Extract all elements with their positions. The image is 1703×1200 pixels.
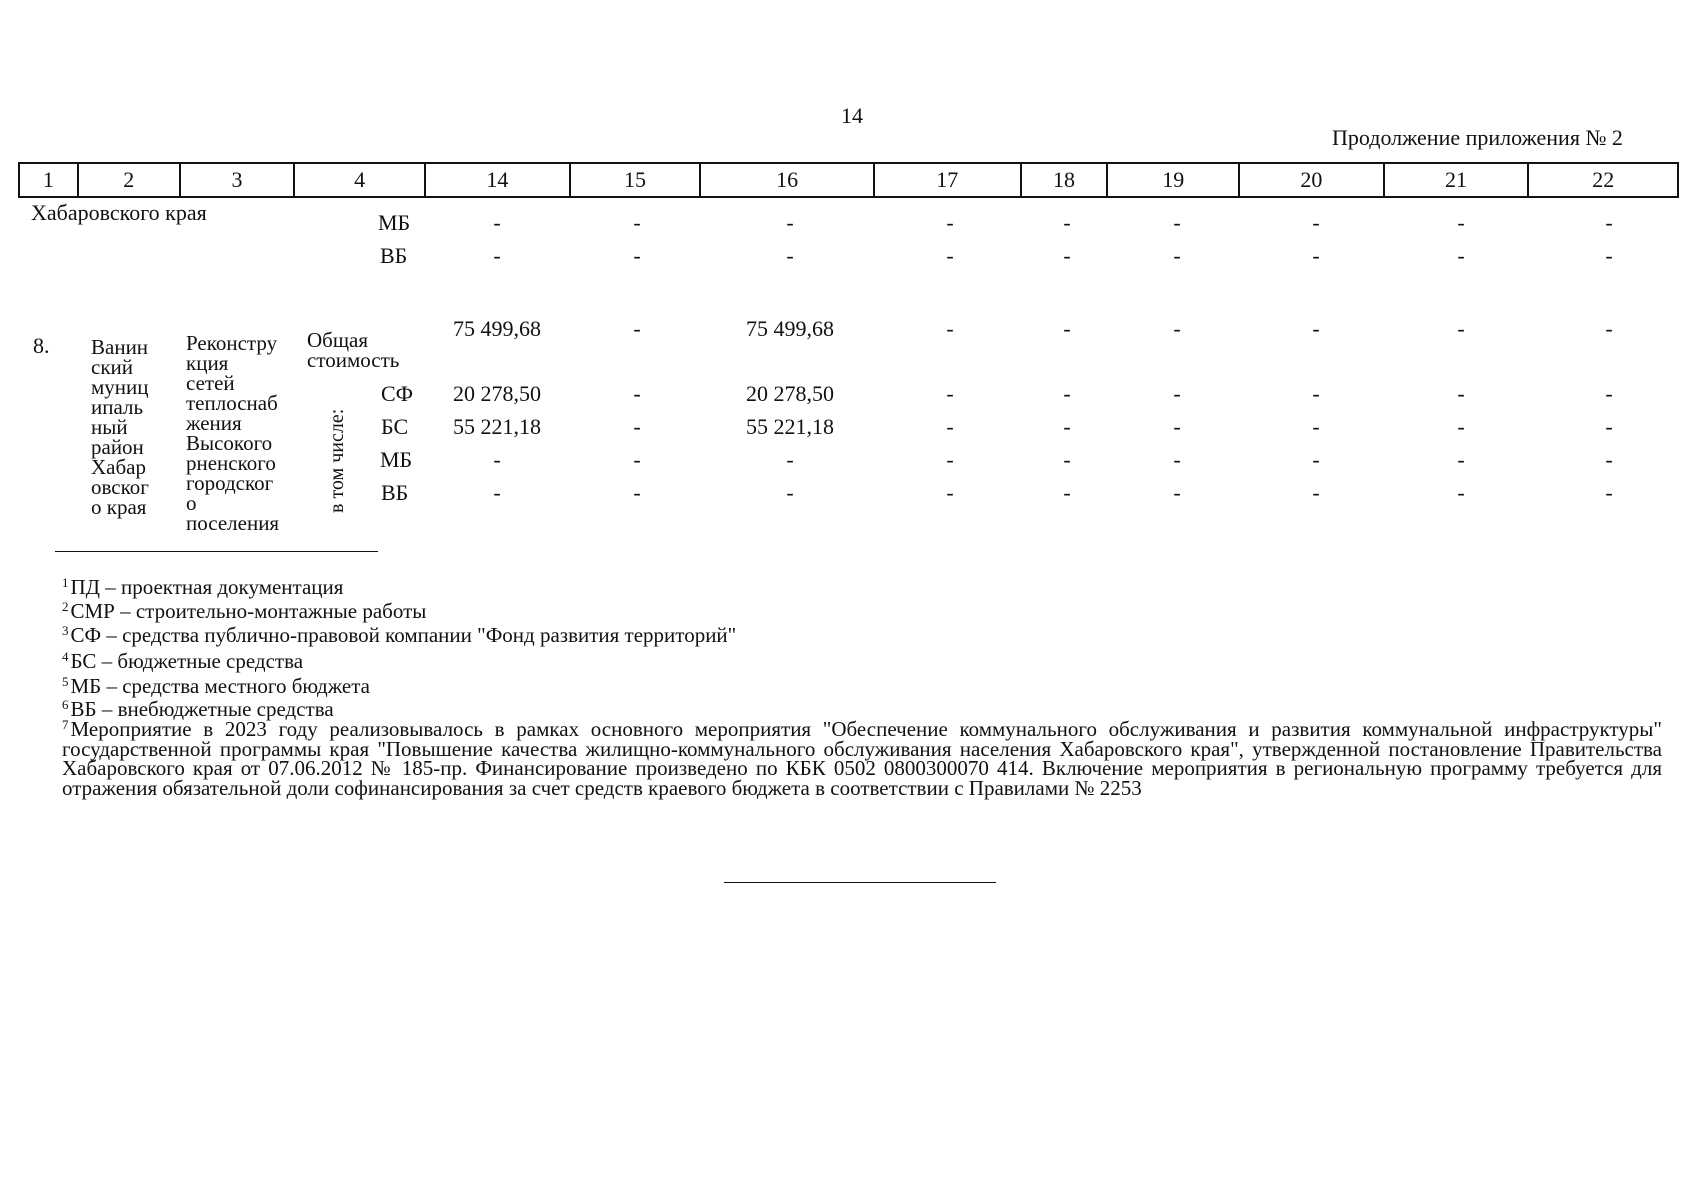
value-cell: - xyxy=(1063,447,1071,472)
footnote xyxy=(62,596,426,622)
value-cell: - xyxy=(1605,381,1613,406)
value-cell: - xyxy=(633,210,641,235)
value-cell: - xyxy=(633,243,641,268)
row-number: 8. xyxy=(33,333,50,358)
value-cell: - xyxy=(1457,316,1465,341)
value-cell: - xyxy=(1457,447,1465,472)
source-label: ВБ xyxy=(381,480,409,505)
header-cell: 16 xyxy=(701,164,875,196)
footnote-text: МБ – средства местного бюджета xyxy=(70,674,370,698)
text-line: жения xyxy=(186,411,242,435)
value-cell: - xyxy=(946,381,954,406)
value-cell: - xyxy=(946,480,954,505)
total-cost-label xyxy=(307,330,399,370)
source-label: МБ xyxy=(378,210,411,235)
header-cell: 20 xyxy=(1240,164,1385,196)
value-cell: - xyxy=(1063,210,1071,235)
value-cell: - xyxy=(946,414,954,439)
text-line: стоимость xyxy=(307,348,400,372)
footnote xyxy=(62,620,736,646)
source-label: СФ xyxy=(381,381,414,406)
value-cell: - xyxy=(786,243,794,268)
footnote-text: Мероприятие в 2023 году реализовывалось в рамках основного мероприятия "Обеспечение коммунального обслуживания и развития коммунальной инфраструктуры" государственной программы края "Повышение качества жилищно-коммунального обслуживания населения Хабаровского края", утвержденной постановление Правительства Хабаровского края от 07.06.2012 № 185-пр. Финансирование произведено по КБК 0502 0800300070 414. Включение мероприятия в региональную программу требуется для отражения обязательной доли софинансирования за счет средств краевого бюджета в соответствии с Правилами № 2253 xyxy=(62,717,1662,800)
footnote-text: СМР – строительно-монтажные работы xyxy=(70,599,427,623)
value-cell: - xyxy=(946,316,954,341)
value-cell: - xyxy=(1457,480,1465,505)
value-cell: - xyxy=(1457,414,1465,439)
value-cell: - xyxy=(946,210,954,235)
end-of-page-rule xyxy=(724,882,996,883)
text-line: район xyxy=(91,435,144,459)
header-cell: 2 xyxy=(79,164,181,196)
footnote xyxy=(62,715,1662,798)
text-line: рненского xyxy=(186,451,276,475)
value-cell: - xyxy=(1457,243,1465,268)
text-line: ный xyxy=(91,415,128,439)
footnote-number: 4 xyxy=(62,649,69,664)
value-cell: 55 221,18 xyxy=(453,414,541,439)
value-cell: - xyxy=(786,480,794,505)
project-name xyxy=(186,333,279,533)
text-line: Высокого xyxy=(186,431,273,455)
value-cell: - xyxy=(1312,381,1320,406)
footnote-number: 3 xyxy=(62,623,69,638)
value-cell: - xyxy=(1605,480,1613,505)
value-cell: - xyxy=(1173,381,1181,406)
value-cell: - xyxy=(786,447,794,472)
value-cell: - xyxy=(1063,243,1071,268)
footnote-number: 6 xyxy=(62,697,69,712)
value-cell: - xyxy=(1173,316,1181,341)
source-label: БС xyxy=(381,414,409,439)
value-cell: - xyxy=(493,447,501,472)
value-cell: - xyxy=(946,447,954,472)
value-cell: - xyxy=(633,447,641,472)
text-line: о xyxy=(186,491,197,515)
value-cell: - xyxy=(493,210,501,235)
footnote-text: БС – бюджетные средства xyxy=(70,649,304,673)
value-cell: 55 221,18 xyxy=(746,414,834,439)
text-line: городског xyxy=(186,471,274,495)
header-cell: 21 xyxy=(1385,164,1530,196)
value-cell: - xyxy=(1063,414,1071,439)
value-cell: - xyxy=(1312,316,1320,341)
text-line: Ванин xyxy=(91,335,149,359)
footnote-number: 5 xyxy=(62,674,69,689)
text-line: Реконстру xyxy=(186,331,278,355)
text-line: о края xyxy=(91,495,147,519)
text-line: теплоснаб xyxy=(186,391,278,415)
value-cell: 75 499,68 xyxy=(453,316,541,341)
text-line: Хабар xyxy=(91,455,146,479)
value-cell: - xyxy=(633,414,641,439)
value-cell: - xyxy=(493,243,501,268)
footnote-number: 1 xyxy=(62,575,69,590)
source-label: ВБ xyxy=(380,243,408,268)
value-cell: - xyxy=(633,316,641,341)
appendix-continuation-title: Продолжение приложения № 2 xyxy=(1332,125,1623,150)
value-cell: 75 499,68 xyxy=(746,316,834,341)
header-cell: 19 xyxy=(1108,164,1240,196)
value-cell: - xyxy=(1173,414,1181,439)
header-cell: 15 xyxy=(571,164,702,196)
value-cell: - xyxy=(1605,316,1613,341)
value-cell: - xyxy=(1312,480,1320,505)
value-cell: - xyxy=(1605,447,1613,472)
value-cell: - xyxy=(633,381,641,406)
footnote-number: 7 xyxy=(62,717,69,732)
header-cell: 22 xyxy=(1592,167,1615,192)
footnote-separator xyxy=(55,551,378,552)
value-cell: - xyxy=(1605,210,1613,235)
value-cell: - xyxy=(1457,210,1465,235)
footnote-text: ВБ – внебюджетные средства xyxy=(70,697,334,721)
footnote-number: 2 xyxy=(62,599,69,614)
value-cell: - xyxy=(633,480,641,505)
value-cell: - xyxy=(1173,243,1181,268)
footnote xyxy=(62,646,303,672)
municipality-name xyxy=(91,337,149,517)
header-cell: 3 xyxy=(181,164,296,196)
value-cell: - xyxy=(786,210,794,235)
text-line: муниц xyxy=(91,375,149,399)
header-cell: 1 xyxy=(20,164,79,196)
page-number: 14 xyxy=(841,103,863,128)
value-cell: - xyxy=(1312,414,1320,439)
text-line: поселения xyxy=(186,511,280,535)
header-cell: 18 xyxy=(1022,164,1109,196)
header-cell: 17 xyxy=(875,164,1022,196)
value-cell: - xyxy=(1063,480,1071,505)
header-cell: 4 xyxy=(295,164,426,196)
source-label: МБ xyxy=(380,447,413,472)
text-line: кция xyxy=(186,351,229,375)
text-line: ипаль xyxy=(91,395,144,419)
footnote-text: СФ – средства публично-правовой компании "Фонд развития территорий" xyxy=(70,623,737,647)
value-cell: - xyxy=(1173,447,1181,472)
text-line: ский xyxy=(91,355,133,379)
header-cell: 14 xyxy=(426,164,571,196)
value-cell: 20 278,50 xyxy=(746,381,834,406)
in-that-number-label: в том числе: xyxy=(326,408,348,513)
value-cell: - xyxy=(1063,316,1071,341)
footnote xyxy=(62,572,343,598)
value-cell: - xyxy=(1605,243,1613,268)
value-cell: - xyxy=(1605,414,1613,439)
previous-row-municipality-text: Хабаровского края xyxy=(31,200,207,225)
footnote-text: ПД – проектная документация xyxy=(70,575,344,599)
text-line: Общая xyxy=(307,328,369,352)
text-line: овског xyxy=(91,475,149,499)
table-header-row xyxy=(18,162,1679,198)
value-cell: - xyxy=(1312,447,1320,472)
value-cell: - xyxy=(1063,381,1071,406)
value-cell: - xyxy=(1173,210,1181,235)
text-line: сетей xyxy=(186,371,235,395)
value-cell: - xyxy=(1173,480,1181,505)
value-cell: - xyxy=(1312,243,1320,268)
value-cell: - xyxy=(1457,381,1465,406)
value-cell: - xyxy=(493,480,501,505)
value-cell: - xyxy=(1312,210,1320,235)
value-cell: 20 278,50 xyxy=(453,381,541,406)
value-cell: - xyxy=(946,243,954,268)
